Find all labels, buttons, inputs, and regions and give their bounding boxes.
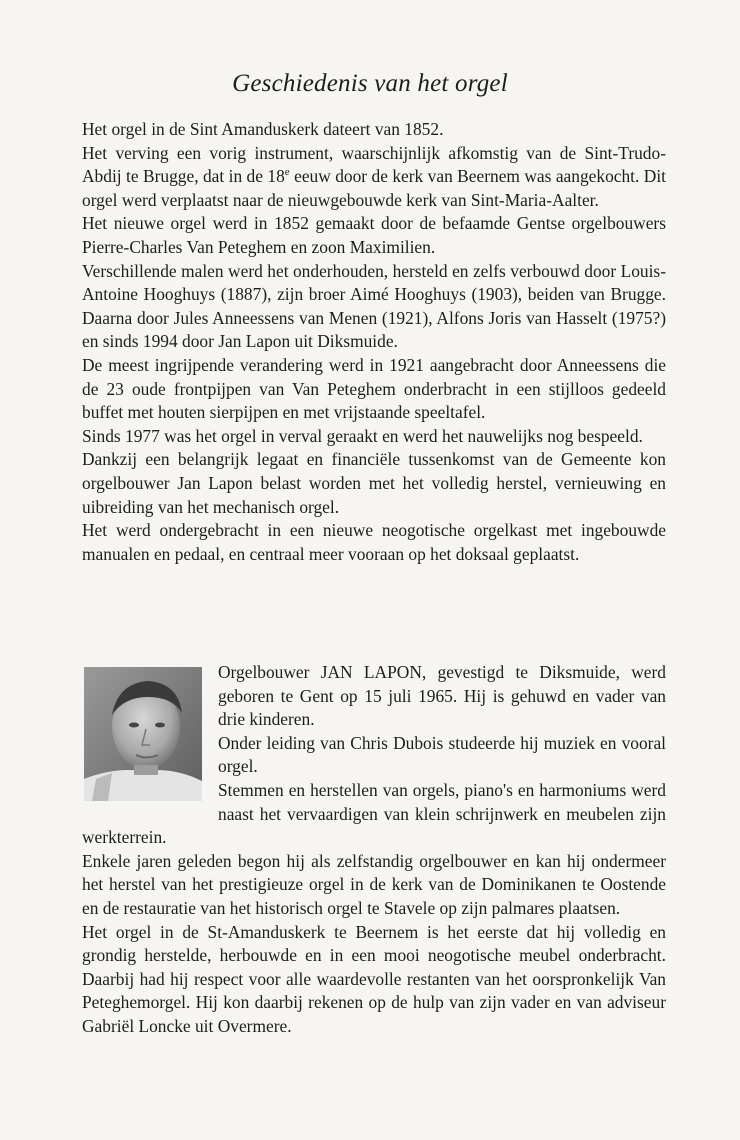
paragraph: [82, 142, 666, 213]
paragraph-text: , gevestigd te Diksmuide, werd geboren te Gent op 15 juli 1965. Hij is gehuwd en vader van drie kinderen.: [218, 662, 666, 730]
paragraph: Onder leiding van Chris Dubois studeerde hij muziek en vooral orgel.: [218, 732, 666, 777]
paragraph: Sinds 1977 was het orgel in verval geraakt en werd het nauwelijks nog bespeeld.: [82, 425, 643, 446]
paragraph: Het nieuwe orgel werd in 1852 gemaakt door de befaamde Gentse orgelbouwers Pierre-Charles Van Peteghem en zoon Maximilien.: [82, 213, 666, 257]
paragraph: De meest ingrijpende verandering werd in 1921 aangebracht door Anneessens die de 23 oude frontpijpen van Van Peteghem onderbracht in een stijlloos gedeeld buffet met houten sierpijpen en met vrijstaande speeltafel.: [82, 354, 666, 423]
paragraph: Dankzij een belangrijk legaat en financiële tussenkomst van de Gemeente kon orgelbouwer Jan Lapon belast worden met het volledig herstel, vernieuwing en uibreiding van het mechanisch orgel.: [82, 449, 666, 517]
builder-name: JAN LAPON: [320, 662, 422, 682]
paragraph: Het orgel in de St-Amanduskerk te Beernem is het eerste dat hij volledig en grondig herstelde, herbouwde en in een mooi neogotische meubel onderbracht. Daarbij had hij respect voor alle waardevolle restanten van het oorspronkelijk Van Peteghemorgel. Hij kon daarbij rekenen op de hulp van zijn vader en van adviseur Gabriël Loncke uit Overmere.: [82, 921, 666, 1036]
portrait-photo: [84, 667, 202, 801]
portrait-photo-icon: [84, 667, 202, 801]
organ-builder-section: [82, 661, 666, 1039]
organ-history-section: [82, 118, 666, 566]
superscript: e: [284, 166, 290, 179]
paragraph-text: Het verving een vorig instrument, waarschijnlijk afkomstig van de Sint-Trudo-Abdij te Brugge, dat in de 18: [82, 142, 666, 187]
paragraph: Stemmen en herstellen van orgels, piano's en harmoniums werd naast het vervaardigen van klein schrijnwerk en meubelen zijn werkterrein.: [82, 779, 666, 848]
paragraph: Enkele jaren geleden begon hij als zelfstandig orgelbouwer en kan hij ondermeer het herstel van het prestigieuze orgel in de kerk van de Dominikanen te Oostende en de restauratie van het historisch orgel te Stavele op zijn palmares plaatsen.: [82, 850, 666, 918]
page-title: Geschiedenis van het orgel: [232, 70, 508, 97]
paragraph: Het orgel in de Sint Amanduskerk dateert van 1852.: [82, 119, 444, 139]
paragraph: Verschillende malen werd het onderhouden, hersteld en zelfs verbouwd door Louis-Antoine Hooghuys (1887), zijn broer Aimé Hooghuys (1903), beiden van Brugge. Daarna door Jules Anneessens van Menen (1921), Alfons Joris van Hasselt (1975?) en sinds 1994 door Jan Lapon uit Diksmuide.: [82, 260, 666, 352]
paragraph-text: Orgelbouwer: [218, 662, 321, 682]
paragraph: Het werd ondergebracht in een nieuwe neogotische orgelkast met ingebouwde manualen en pedaal, en centraal meer vooraan op het doksaal geplaatst.: [82, 520, 666, 564]
paragraph-text: eeuw door de kerk van Beernem was aangekocht. Dit orgel werd verplaatst naar de nieuwgebouwde kerk van Sint-Maria-Aalter.: [82, 166, 666, 210]
